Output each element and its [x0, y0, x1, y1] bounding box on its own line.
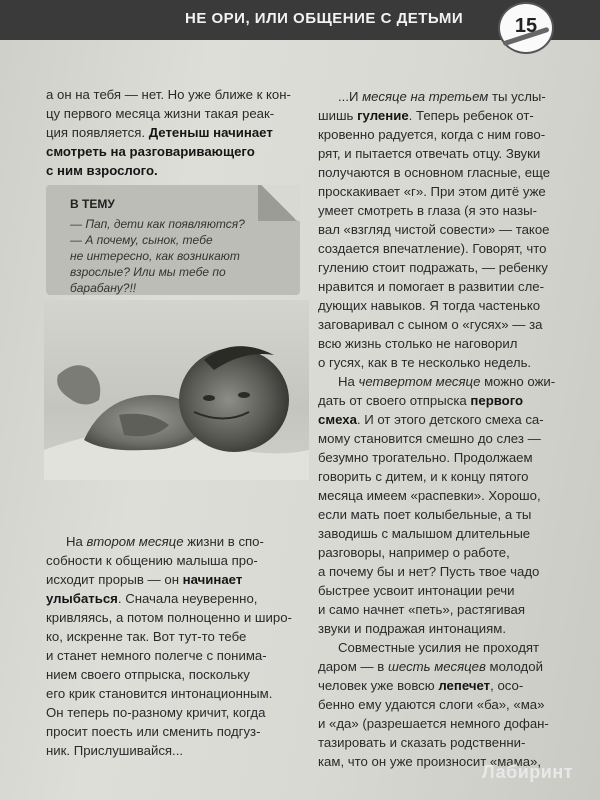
text-line: даром — в шесть месяцев молодой: [318, 659, 543, 674]
text-line: ко, искренне так. Вот тут-то тебе: [46, 629, 247, 644]
page-number-badge: [498, 2, 554, 54]
text-line: разговоры, например о работе,: [318, 545, 510, 560]
text-line: если мать поет колыбельные, а ты: [318, 507, 532, 522]
text-line: а почему бы и нет? Пусть твое чадо: [318, 564, 540, 579]
text-line: кривляясь, а потом полноценно и широ-: [46, 610, 292, 625]
text-line: дать от своего отпрыска первого: [318, 393, 524, 408]
baby-photo: [44, 300, 309, 480]
text-line: тазировать и сказать родственни-: [318, 735, 526, 750]
text-line: улыбаться. Сначала неуверенно,: [46, 591, 258, 606]
text-line: создается впечатление). Говорят, что: [318, 241, 547, 256]
text-line: заговаривал с сыном о «гусях» — за: [318, 317, 543, 332]
text-line: просит поесть или сменить подгуз-: [46, 724, 261, 739]
text-line: ник. Прислушивайся...: [46, 743, 184, 758]
text-line: безумно трогательно. Продолжаем: [318, 450, 533, 465]
text-line: проскакивает «г». При этом дитё уже: [318, 184, 546, 199]
text-line: На втором месяце жизни в спо-: [66, 534, 264, 549]
text-line: цу первого месяца жизни такая реак-: [46, 106, 275, 121]
text-line: рят, и пытается отвечать отцу. Звуки: [318, 146, 541, 161]
text-line: Он теперь по-разному кричит, когда: [46, 705, 266, 720]
text-line: дующих навыков. Я тогда частенько: [318, 298, 541, 313]
text-line: гулению стоит подражать, — ребенку: [318, 260, 548, 275]
text-line: быстрее усвоит интонации речи: [318, 583, 515, 598]
text-line: нием своего отпрыска, поскольку: [46, 667, 250, 682]
text-line: ция появляется. Детеныш начинает: [46, 125, 273, 140]
text-line: ...И месяце на третьем ты услы-: [338, 89, 546, 104]
bold-phrase: Детеныш начинает: [148, 125, 273, 140]
text-line: и станет немного полегче с понима-: [46, 648, 267, 663]
text-line: и «да» (разрешается немного дофан-: [318, 716, 549, 731]
text-line: а он на тебя — нет. Но уже ближе к кон-: [46, 87, 291, 102]
text-line: шишь гуление. Теперь ребенок от-: [318, 108, 534, 123]
text-line: звуки и подражая интонациям.: [318, 621, 506, 636]
text-line: смотреть на разговаривающего: [46, 144, 255, 159]
right-column: [318, 87, 580, 771]
text-line: исходит прорыв — он начинает: [46, 572, 243, 587]
text-line: кам, что он уже произносит «мама»,: [318, 754, 542, 769]
text-line: всю жизнь столько не наговорил: [318, 336, 518, 351]
text-line: и само начнет «петь», растягивая: [318, 602, 526, 617]
text-line: Совместные усилия не проходят: [338, 640, 540, 655]
text-line: с ним взрослого.: [46, 163, 158, 178]
text-line: вал «взгляд чистой совести» — такое: [318, 222, 550, 237]
text-line: умеет смотреть в глаза (я это назы-: [318, 203, 538, 218]
watermark-logo: Лабиринт: [482, 762, 574, 782]
text-line: На четвертом месяце можно ожи-: [338, 374, 556, 389]
text-line: мому становится смешно до слез —: [318, 431, 541, 446]
baby-illustration: [44, 300, 309, 480]
text-line: человек уже вовсю лепечет, осо-: [318, 678, 524, 693]
text-line: заводишь с малышом длительные: [318, 526, 531, 541]
text-line: говорить с дитем, и к концу пятого: [318, 469, 529, 484]
quote-text: — Пап, дети как появляются? — А почему, сынок, тебе не интересно, как возникают взрослые? Или мы тебе по барабану?!!: [70, 217, 245, 295]
quote-heading: В ТЕМУ: [70, 197, 115, 211]
text-line: бенно ему удаются слоги «ба», «ма»: [318, 697, 545, 712]
text-line: нравится и помогает в развитии сле-: [318, 279, 545, 294]
text-line: собности к общению малыша про-: [46, 553, 258, 568]
text-line: кровенно радуется, когда с ним гово-: [318, 127, 546, 142]
left-column-bottom: [46, 532, 306, 760]
left-column-top: [46, 85, 308, 180]
text-line: получаются в основном гласные, еще: [318, 165, 551, 180]
chapter-title: НЕ ОРИ, ИЛИ ОБЩЕНИЕ С ДЕТЬМИ: [185, 10, 464, 27]
text-line: месяца имеем «распевки». Хорошо,: [318, 488, 541, 503]
text-line: смеха. И от этого детского смеха са-: [318, 412, 544, 427]
page-number: 15: [514, 15, 538, 37]
text-line: о гусях, как в те несколько недель.: [318, 355, 532, 370]
text-line: его крик становится интонационным.: [46, 686, 273, 701]
